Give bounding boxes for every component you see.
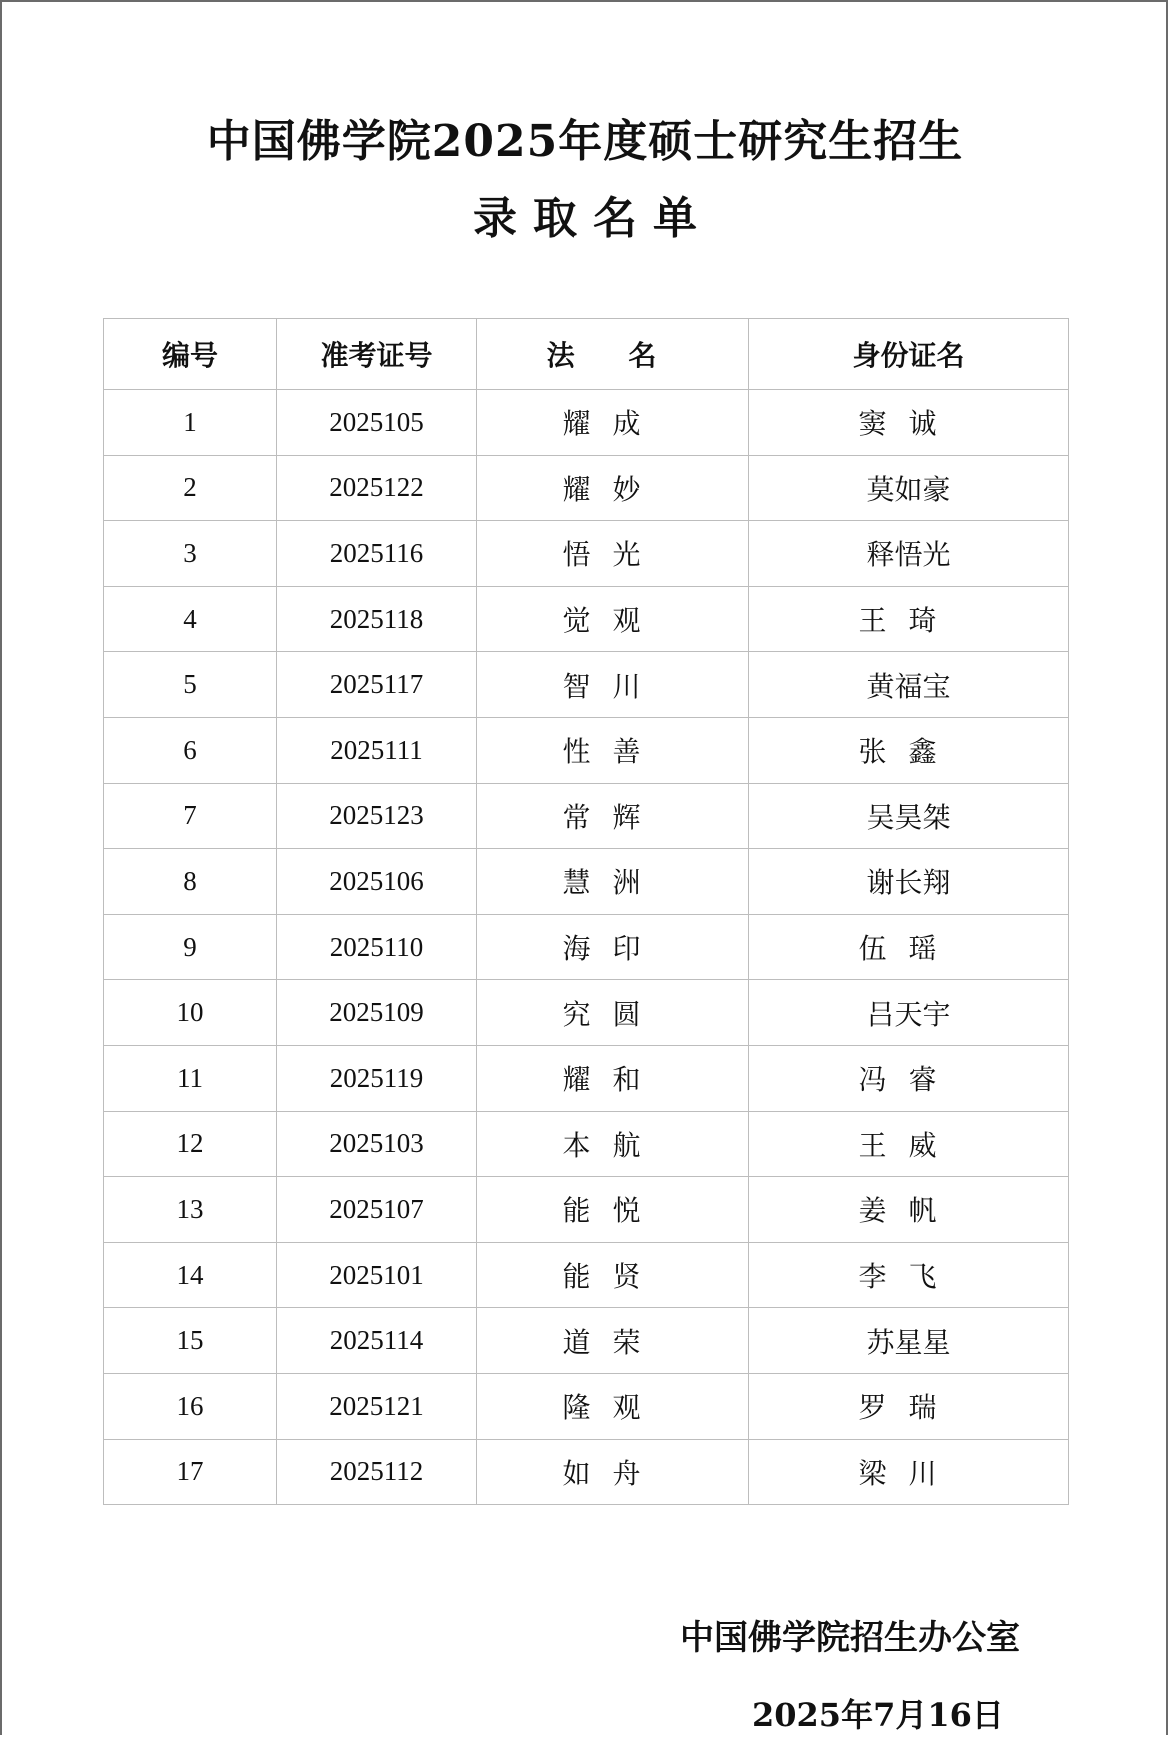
cell-dharma-name: 本航	[477, 1111, 749, 1177]
cell-dharma-name: 性善	[477, 717, 749, 783]
cell-id-name: 王琦	[749, 586, 1069, 652]
cell-id-name: 吴昊桀	[749, 783, 1069, 849]
cell-exam-id: 2025117	[277, 652, 477, 718]
cell-exam-id: 2025109	[277, 980, 477, 1046]
table-row	[104, 1045, 1069, 1111]
cell-number: 8	[104, 849, 277, 915]
cell-exam-id: 2025110	[277, 914, 477, 980]
cell-exam-id: 2025107	[277, 1177, 477, 1243]
cell-exam-id: 2025122	[277, 455, 477, 521]
cell-number: 13	[104, 1177, 277, 1243]
cell-id-name: 罗瑞	[749, 1373, 1069, 1439]
cell-number: 17	[104, 1439, 277, 1505]
table-row	[104, 521, 1069, 587]
cell-exam-id: 2025103	[277, 1111, 477, 1177]
issue-date: 2025年7月16日	[752, 1696, 1004, 1734]
cell-exam-id: 2025105	[277, 390, 477, 456]
table-row	[104, 783, 1069, 849]
cell-number: 10	[104, 980, 277, 1046]
issuer-name: 中国佛学院招生办公室	[680, 1618, 1020, 1658]
cell-dharma-name: 耀成	[477, 390, 749, 456]
table-row	[104, 652, 1069, 718]
header-dharma-name	[477, 319, 749, 390]
cell-id-name: 窦诚	[749, 390, 1069, 456]
cell-number: 4	[104, 586, 277, 652]
cell-dharma-name: 海印	[477, 914, 749, 980]
cell-number: 2	[104, 455, 277, 521]
cell-number: 6	[104, 717, 277, 783]
cell-exam-id: 2025111	[277, 717, 477, 783]
cell-id-name: 冯睿	[749, 1045, 1069, 1111]
cell-exam-id: 2025116	[277, 521, 477, 587]
cell-id-name: 谢长翔	[749, 849, 1069, 915]
cell-dharma-name: 隆观	[477, 1373, 749, 1439]
cell-dharma-name: 道荣	[477, 1308, 749, 1374]
table-row	[104, 390, 1069, 456]
cell-dharma-name: 耀妙	[477, 455, 749, 521]
cell-dharma-name: 慧洲	[477, 849, 749, 915]
cell-number: 16	[104, 1373, 277, 1439]
cell-exam-id: 2025114	[277, 1308, 477, 1374]
cell-dharma-name: 觉观	[477, 586, 749, 652]
cell-exam-id: 2025123	[277, 783, 477, 849]
cell-exam-id: 2025101	[277, 1242, 477, 1308]
table-header-row	[104, 319, 1069, 390]
header-number: 编号	[104, 319, 277, 390]
table-body	[104, 390, 1069, 1505]
table-row	[104, 849, 1069, 915]
cell-exam-id: 2025119	[277, 1045, 477, 1111]
cell-number: 15	[104, 1308, 277, 1374]
cell-number: 1	[104, 390, 277, 456]
header-id-name: 身份证名	[749, 319, 1069, 390]
cell-id-name: 释悟光	[749, 521, 1069, 587]
cell-dharma-name: 耀和	[477, 1045, 749, 1111]
header-dharma-name-text: 法 名	[546, 339, 679, 372]
table-row	[104, 455, 1069, 521]
cell-id-name: 苏星星	[749, 1308, 1069, 1374]
cell-dharma-name: 究圆	[477, 980, 749, 1046]
table-row	[104, 586, 1069, 652]
cell-dharma-name: 智川	[477, 652, 749, 718]
cell-dharma-name: 常辉	[477, 783, 749, 849]
cell-exam-id: 2025121	[277, 1373, 477, 1439]
table-row	[104, 980, 1069, 1046]
cell-id-name: 伍瑶	[749, 914, 1069, 980]
table-row	[104, 717, 1069, 783]
cell-id-name: 姜帆	[749, 1177, 1069, 1243]
document-title: 中国佛学院2025年度硕士研究生招生	[206, 116, 964, 167]
table-row	[104, 1373, 1069, 1439]
cell-id-name: 王威	[749, 1111, 1069, 1177]
table-row	[104, 1242, 1069, 1308]
header-exam-id: 准考证号	[277, 319, 477, 390]
cell-number: 7	[104, 783, 277, 849]
cell-number: 12	[104, 1111, 277, 1177]
cell-dharma-name: 如舟	[477, 1439, 749, 1505]
table-row	[104, 1308, 1069, 1374]
table-row	[104, 914, 1069, 980]
document-subtitle: 录取名单	[473, 193, 713, 244]
cell-id-name: 梁川	[749, 1439, 1069, 1505]
cell-number: 14	[104, 1242, 277, 1308]
cell-id-name: 黄福宝	[749, 652, 1069, 718]
cell-id-name: 吕天宇	[749, 980, 1069, 1046]
cell-number: 11	[104, 1045, 277, 1111]
cell-number: 9	[104, 914, 277, 980]
cell-id-name: 李飞	[749, 1242, 1069, 1308]
cell-dharma-name: 能贤	[477, 1242, 749, 1308]
cell-exam-id: 2025118	[277, 586, 477, 652]
admission-table	[103, 318, 1069, 1505]
cell-exam-id: 2025112	[277, 1439, 477, 1505]
cell-id-name: 莫如豪	[749, 455, 1069, 521]
cell-number: 5	[104, 652, 277, 718]
cell-exam-id: 2025106	[277, 849, 477, 915]
table-row	[104, 1439, 1069, 1505]
table-row	[104, 1111, 1069, 1177]
cell-dharma-name: 悟光	[477, 521, 749, 587]
cell-number: 3	[104, 521, 277, 587]
cell-dharma-name: 能悦	[477, 1177, 749, 1243]
table-row	[104, 1177, 1069, 1243]
cell-id-name: 张鑫	[749, 717, 1069, 783]
